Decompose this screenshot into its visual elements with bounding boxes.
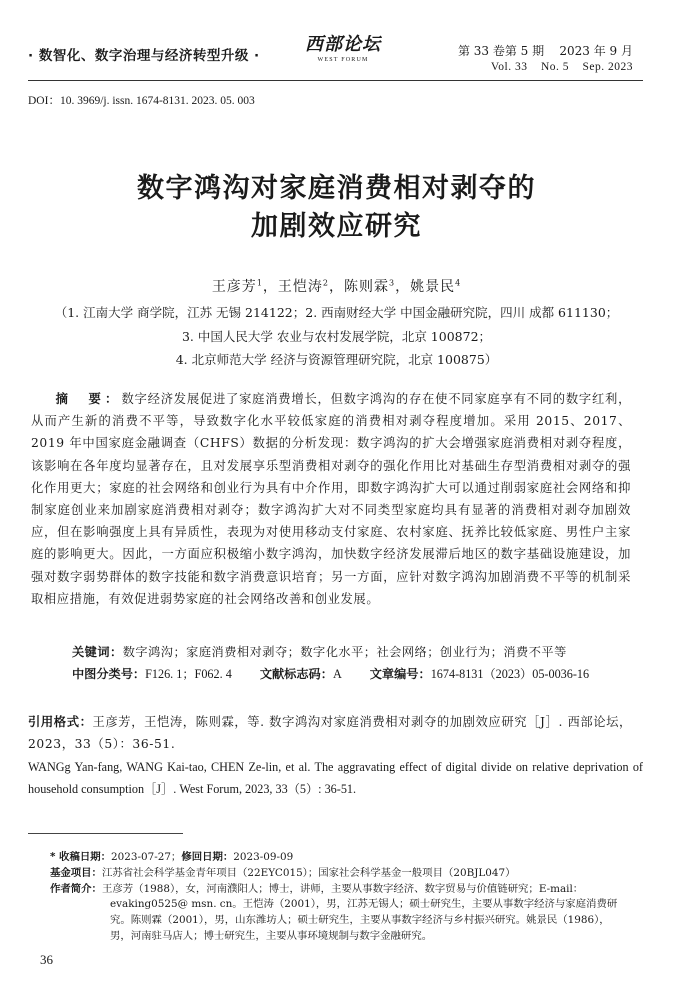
document-code-label: 文献标志码：: [259, 667, 333, 681]
keywords-text: 数字鸿沟；家庭消费相对剥夺；数字化水平；社会网络；创业行为；消费不平等: [122, 645, 567, 659]
revised-date-label: 修回日期：: [181, 851, 234, 863]
received-date-line: [50, 850, 640, 866]
paper-title-line-1: 数字鸿沟对家庭消费相对剥夺的: [137, 173, 536, 204]
keywords: [72, 643, 567, 660]
funding-value: 江苏省社会科学基金青年项目（22EYC015）；国家社会科学基金一般项目（20BJL047）: [101, 866, 516, 879]
citation-cn: [28, 711, 640, 755]
author-affiliation-mark: 4: [455, 278, 462, 288]
issue-info-cn: 第 33 卷第 5 期 2023 年 9 月: [457, 44, 633, 58]
funding-line: [50, 866, 640, 882]
article-number-label: 文章编号：: [369, 667, 431, 681]
abstract-text: 数字经济发展促进了家庭消费增长，但数字鸿沟的存在使不同家庭享有不同的数字红利，从而产生新的消费不平等，导致数字化水平较低家庭的消费相对剥夺程度增加。采用 2015、2017、2019 年中国家庭金融调查（CHFS）数据的分析发现：数字鸿沟的扩大会增强家庭消费相对剥夺程度，该影响在各年度均显著存在，且对发展享乐型消费相对剥夺的强化作用比对基础生存型消费相对剥夺的强化作用更大；家庭的社会网络和创业行为具有中介作用，即数字鸿沟扩大可以通过削弱家庭社会网络和抑制家庭创业来加剧家庭消费相对剥夺；数字鸿沟扩大对不同类型家庭均具有显著的消费相对剥夺加剧效应，但在影响强度上具有异质性，表现为对使用移动支付家庭、农村家庭、抚养比较低家庭、男性户主家庭的影响更大。因此，一方面应积极缩小数字鸿沟，加快数字经济发展滞后地区的数字基础设施建设，加强对数字弱势群体的数字技能和数字消费意识培育；另一方面，应针对数字鸿沟加剧消费不平等的机制采取相应措施，有效促进弱势家庭的社会网络改善和创业发展。: [31, 392, 631, 606]
paper-title-line-2: 加剧效应研究: [251, 211, 422, 242]
author-list: 王彦芳$^1$，王恺涛$^2$，陈则霖$^3$，姚景民$^4$: [211, 278, 462, 295]
footnote-rule: [28, 833, 183, 834]
header-rule: [28, 80, 643, 81]
author-bio-line: 男，河南驻马店人；博士研究生，主要从事环境规制与数字金融研究。: [110, 929, 433, 942]
author-bio-line: [50, 882, 640, 898]
doi: DOI：10. 3969/j. issn. 1674-8131. 2023. 05. 003: [28, 95, 255, 107]
author-bio-text: 王彦芳（1988），女，河南濮阳人；博士，讲师，主要从事数字经济、数字贸易与价值链研究；E-mail：: [101, 882, 584, 895]
journal-logo-title: 西部论坛: [305, 34, 381, 55]
received-date-value: 2023-07-27；: [111, 851, 182, 863]
journal-section-header: · 数智化、数字治理与经济转型升级 ·: [28, 48, 260, 64]
author-affiliation-mark: 2: [322, 278, 329, 288]
issue-info-en: Vol. 33 No. 5 Sep. 2023: [490, 61, 633, 73]
author-affiliation-mark: 1: [256, 278, 263, 288]
abstract-label: 摘 要：: [55, 392, 122, 406]
author-name: 王恺涛: [277, 279, 323, 295]
author-bio-line: evaking0525@ msn. cn。王恺涛（2001），男，江苏无锡人；硕士研究生，主要从事数字经济与家庭消费研: [110, 898, 618, 911]
footnotes: [50, 850, 640, 945]
page-number: 36: [40, 952, 53, 967]
document-code-value: A: [332, 667, 342, 681]
revised-date-value: 2023-09-09: [233, 851, 294, 863]
received-date-label: * 收稿日期：: [50, 851, 112, 863]
clc-value: F126. 1；F062. 4: [145, 667, 232, 681]
author-name: 陈则霖: [344, 279, 389, 295]
citation-en: WANGg Yan-fang, WANG Kai-tao, CHEN Ze-lin, et al. The aggravating effect of digital divide on relative deprivation of household consumption［J］. West Forum, 2023, 33（5）: 36-51.: [28, 760, 643, 796]
author-affiliation-mark: 3: [389, 278, 396, 288]
affiliation-line: 4. 北京师范大学 经济与资源管理研究院，北京 100875）: [175, 352, 498, 367]
article-number-value: 1674-8131（2023）05-0036-16: [430, 667, 590, 681]
classification-line: [72, 665, 632, 682]
affiliation-line: 3. 中国人民大学 农业与农村发展学院，北京 100872；: [181, 329, 492, 344]
author-bio-line: 究。陈则霖（2001），男，山东潍坊人；硕士研究生，主要从事数字经济与乡村振兴研究。姚景民（1986），: [110, 914, 610, 927]
funding-label: 基金项目：: [50, 866, 102, 879]
citation-label: 引用格式：: [28, 715, 93, 729]
journal-logo: [302, 30, 384, 78]
citation-cn-text: 王彦芳，王恺涛，陈则霖，等. 数字鸿沟对家庭消费相对剥夺的加剧效应研究［J］. 西部论坛，2023，33（5）：36-51.: [28, 715, 632, 751]
abstract: [31, 388, 631, 610]
author-name: 姚景民: [410, 279, 456, 295]
author-name: 王彦芳: [211, 279, 257, 295]
journal-logo-subtitle: WEST FORUM: [317, 57, 369, 63]
author-bio-label: 作者简介：: [50, 882, 102, 895]
clc-label: 中图分类号：: [72, 667, 146, 681]
affiliation-line: （1. 江南大学 商学院，江苏 无锡 214122；2. 西南财经大学 中国金融研究院，四川 成都 611130；: [54, 305, 619, 320]
keywords-label: 关键词：: [72, 645, 123, 659]
